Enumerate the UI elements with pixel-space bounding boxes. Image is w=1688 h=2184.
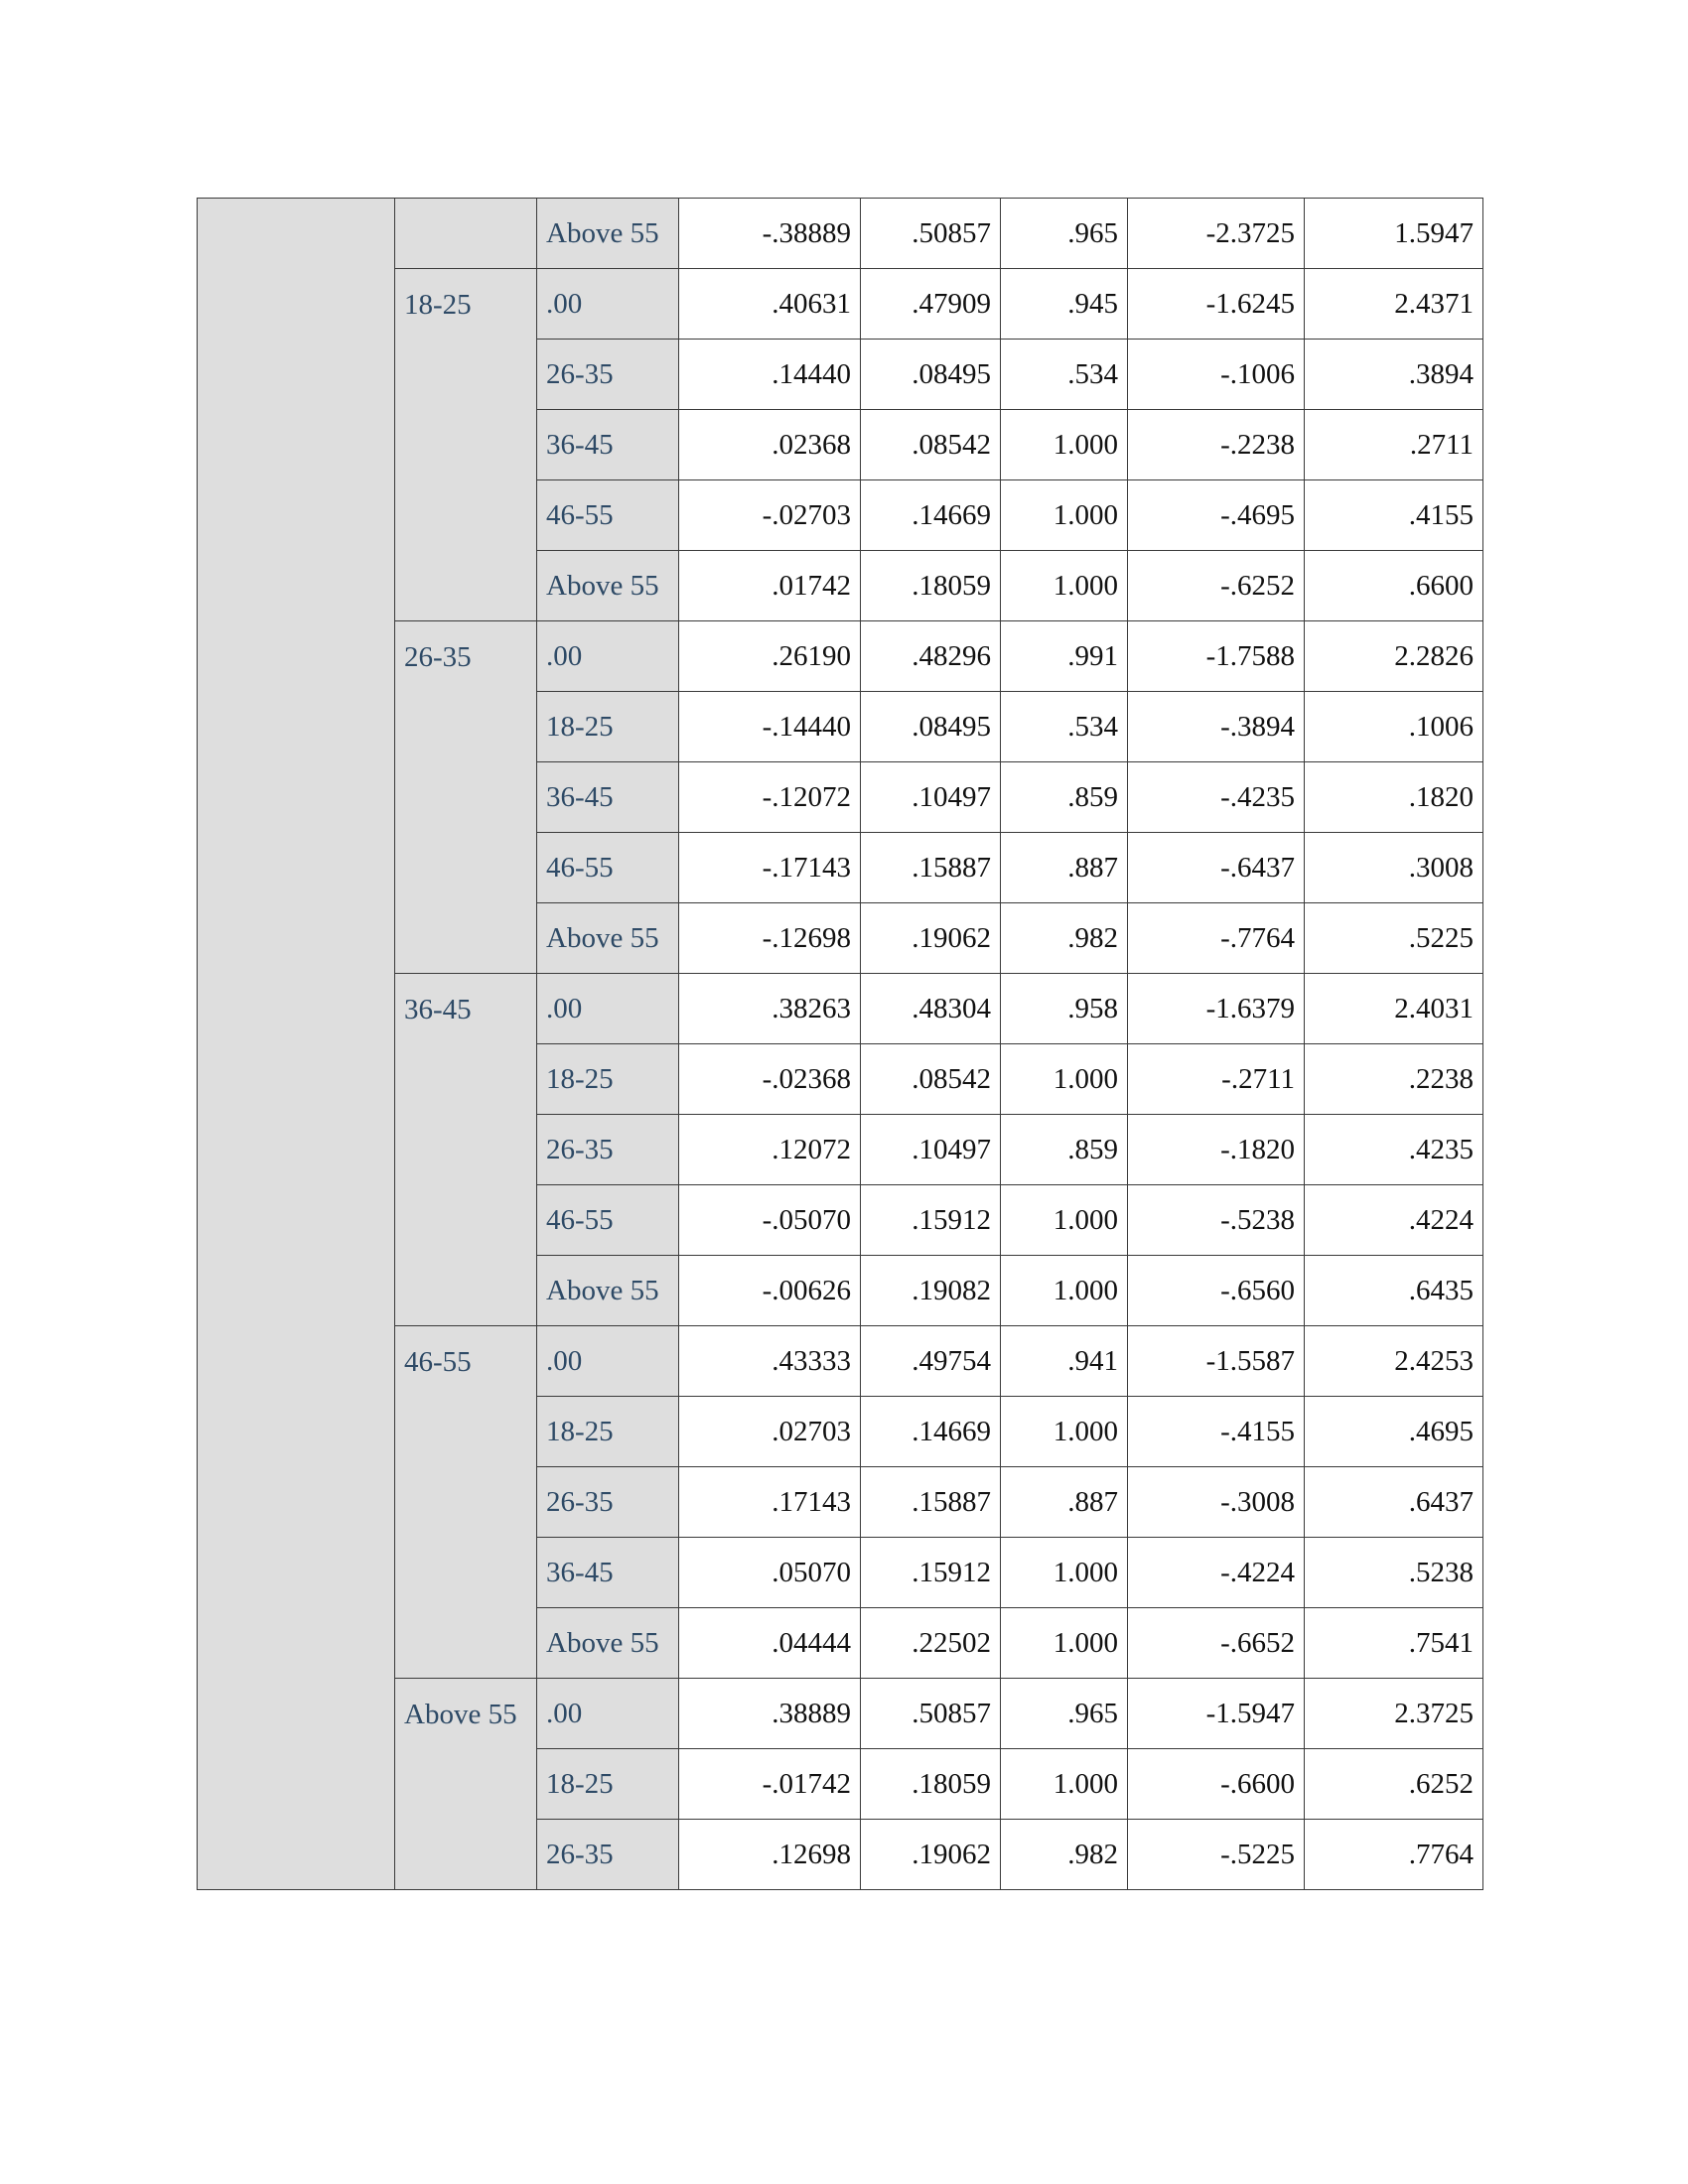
sig-cell: .991 — [1001, 621, 1128, 692]
std-error-cell: .08542 — [861, 1044, 1001, 1115]
std-error-cell: .47909 — [861, 269, 1001, 340]
upper-bound-cell: .6600 — [1305, 551, 1483, 621]
table-body — [198, 199, 1483, 1890]
std-error-cell: .15887 — [861, 833, 1001, 903]
lower-bound-cell: -.6600 — [1128, 1749, 1305, 1820]
lower-bound-cell: -.4224 — [1128, 1538, 1305, 1608]
lower-bound-cell: -.4155 — [1128, 1397, 1305, 1467]
sig-cell: .887 — [1001, 833, 1128, 903]
sig-cell: .859 — [1001, 762, 1128, 833]
group-j-label: 46-55 — [537, 833, 679, 903]
group-j-label: .00 — [537, 1326, 679, 1397]
upper-bound-cell: .7764 — [1305, 1820, 1483, 1890]
sig-cell: 1.000 — [1001, 480, 1128, 551]
group-i-label — [395, 199, 537, 269]
upper-bound-cell: .6435 — [1305, 1256, 1483, 1326]
std-error-cell: .19062 — [861, 903, 1001, 974]
mean-difference-cell: .17143 — [679, 1467, 861, 1538]
mean-difference-cell: .26190 — [679, 621, 861, 692]
group-j-label: Above 55 — [537, 1608, 679, 1679]
std-error-cell: .50857 — [861, 199, 1001, 269]
std-error-cell: .08542 — [861, 410, 1001, 480]
upper-bound-cell: .4695 — [1305, 1397, 1483, 1467]
group-j-label: 18-25 — [537, 1397, 679, 1467]
lower-bound-cell: -.6652 — [1128, 1608, 1305, 1679]
std-error-cell: .15887 — [861, 1467, 1001, 1538]
group-j-label: Above 55 — [537, 903, 679, 974]
group-j-label: 36-45 — [537, 1538, 679, 1608]
upper-bound-cell: 2.2826 — [1305, 621, 1483, 692]
group-j-label: Above 55 — [537, 199, 679, 269]
mean-difference-cell: .12072 — [679, 1115, 861, 1185]
sig-cell: 1.000 — [1001, 1538, 1128, 1608]
mean-difference-cell: .12698 — [679, 1820, 861, 1890]
group-j-label: 36-45 — [537, 410, 679, 480]
group-j-label: .00 — [537, 1679, 679, 1749]
lower-bound-cell: -.2711 — [1128, 1044, 1305, 1115]
std-error-cell: .10497 — [861, 762, 1001, 833]
sig-cell: .534 — [1001, 692, 1128, 762]
lower-bound-cell: -.4235 — [1128, 762, 1305, 833]
lower-bound-cell: -1.6379 — [1128, 974, 1305, 1044]
mean-difference-cell: -.02368 — [679, 1044, 861, 1115]
mean-difference-cell: .05070 — [679, 1538, 861, 1608]
std-error-cell: .10497 — [861, 1115, 1001, 1185]
group-j-label: .00 — [537, 621, 679, 692]
std-error-cell: .18059 — [861, 551, 1001, 621]
upper-bound-cell: 2.3725 — [1305, 1679, 1483, 1749]
sig-cell: .887 — [1001, 1467, 1128, 1538]
mean-difference-cell: -.00626 — [679, 1256, 861, 1326]
lower-bound-cell: -.6437 — [1128, 833, 1305, 903]
dependent-variable-cell — [198, 199, 395, 1890]
multiple-comparisons-table — [197, 198, 1483, 1890]
std-error-cell: .48296 — [861, 621, 1001, 692]
sig-cell: .982 — [1001, 1820, 1128, 1890]
std-error-cell: .50857 — [861, 1679, 1001, 1749]
lower-bound-cell: -1.6245 — [1128, 269, 1305, 340]
lower-bound-cell: -.4695 — [1128, 480, 1305, 551]
group-j-label: 18-25 — [537, 1749, 679, 1820]
group-j-label: 46-55 — [537, 480, 679, 551]
lower-bound-cell: -.2238 — [1128, 410, 1305, 480]
std-error-cell: .14669 — [861, 1397, 1001, 1467]
mean-difference-cell: -.12698 — [679, 903, 861, 974]
mean-difference-cell: -.02703 — [679, 480, 861, 551]
group-j-label: 46-55 — [537, 1185, 679, 1256]
mean-difference-cell: -.38889 — [679, 199, 861, 269]
mean-difference-cell: -.05070 — [679, 1185, 861, 1256]
group-j-label: 36-45 — [537, 762, 679, 833]
mean-difference-cell: -.01742 — [679, 1749, 861, 1820]
upper-bound-cell: .2711 — [1305, 410, 1483, 480]
std-error-cell: .19062 — [861, 1820, 1001, 1890]
group-i-label: 18-25 — [395, 269, 537, 621]
mean-difference-cell: -.14440 — [679, 692, 861, 762]
lower-bound-cell: -.6252 — [1128, 551, 1305, 621]
upper-bound-cell: 2.4031 — [1305, 974, 1483, 1044]
sig-cell: 1.000 — [1001, 1608, 1128, 1679]
mean-difference-cell: .38889 — [679, 1679, 861, 1749]
lower-bound-cell: -1.5587 — [1128, 1326, 1305, 1397]
mean-difference-cell: .01742 — [679, 551, 861, 621]
sig-cell: 1.000 — [1001, 1256, 1128, 1326]
sig-cell: .965 — [1001, 1679, 1128, 1749]
upper-bound-cell: .4235 — [1305, 1115, 1483, 1185]
std-error-cell: .48304 — [861, 974, 1001, 1044]
group-j-label: 26-35 — [537, 1467, 679, 1538]
sig-cell: 1.000 — [1001, 410, 1128, 480]
lower-bound-cell: -2.3725 — [1128, 199, 1305, 269]
upper-bound-cell: .4155 — [1305, 480, 1483, 551]
upper-bound-cell: .3894 — [1305, 340, 1483, 410]
upper-bound-cell: .7541 — [1305, 1608, 1483, 1679]
sig-cell: 1.000 — [1001, 551, 1128, 621]
sig-cell: .941 — [1001, 1326, 1128, 1397]
upper-bound-cell: 2.4253 — [1305, 1326, 1483, 1397]
table-row — [198, 199, 1483, 269]
upper-bound-cell: .6252 — [1305, 1749, 1483, 1820]
group-j-label: Above 55 — [537, 1256, 679, 1326]
std-error-cell: .49754 — [861, 1326, 1001, 1397]
std-error-cell: .08495 — [861, 340, 1001, 410]
std-error-cell: .14669 — [861, 480, 1001, 551]
lower-bound-cell: -.1820 — [1128, 1115, 1305, 1185]
mean-difference-cell: .14440 — [679, 340, 861, 410]
upper-bound-cell: .4224 — [1305, 1185, 1483, 1256]
group-j-label: Above 55 — [537, 551, 679, 621]
upper-bound-cell: .1820 — [1305, 762, 1483, 833]
sig-cell: .982 — [1001, 903, 1128, 974]
mean-difference-cell: .40631 — [679, 269, 861, 340]
sig-cell: .958 — [1001, 974, 1128, 1044]
std-error-cell: .22502 — [861, 1608, 1001, 1679]
group-j-label: 18-25 — [537, 1044, 679, 1115]
sig-cell: .965 — [1001, 199, 1128, 269]
lower-bound-cell: -.7764 — [1128, 903, 1305, 974]
group-j-label: 18-25 — [537, 692, 679, 762]
sig-cell: .534 — [1001, 340, 1128, 410]
upper-bound-cell: .2238 — [1305, 1044, 1483, 1115]
mean-difference-cell: -.12072 — [679, 762, 861, 833]
mean-difference-cell: -.17143 — [679, 833, 861, 903]
sig-cell: .945 — [1001, 269, 1128, 340]
lower-bound-cell: -.3008 — [1128, 1467, 1305, 1538]
upper-bound-cell: .3008 — [1305, 833, 1483, 903]
upper-bound-cell: .6437 — [1305, 1467, 1483, 1538]
group-j-label: 26-35 — [537, 340, 679, 410]
sig-cell: .859 — [1001, 1115, 1128, 1185]
upper-bound-cell: .5238 — [1305, 1538, 1483, 1608]
mean-difference-cell: .43333 — [679, 1326, 861, 1397]
group-j-label: 26-35 — [537, 1820, 679, 1890]
mean-difference-cell: .38263 — [679, 974, 861, 1044]
sig-cell: 1.000 — [1001, 1185, 1128, 1256]
group-j-label: .00 — [537, 269, 679, 340]
group-i-label: 36-45 — [395, 974, 537, 1326]
std-error-cell: .15912 — [861, 1538, 1001, 1608]
lower-bound-cell: -.5238 — [1128, 1185, 1305, 1256]
lower-bound-cell: -.6560 — [1128, 1256, 1305, 1326]
sig-cell: 1.000 — [1001, 1749, 1128, 1820]
mean-difference-cell: .02703 — [679, 1397, 861, 1467]
lower-bound-cell: -.1006 — [1128, 340, 1305, 410]
sig-cell: 1.000 — [1001, 1044, 1128, 1115]
mean-difference-cell: .02368 — [679, 410, 861, 480]
group-i-label: Above 55 — [395, 1679, 537, 1890]
std-error-cell: .15912 — [861, 1185, 1001, 1256]
lower-bound-cell: -.5225 — [1128, 1820, 1305, 1890]
lower-bound-cell: -1.7588 — [1128, 621, 1305, 692]
std-error-cell: .08495 — [861, 692, 1001, 762]
upper-bound-cell: 2.4371 — [1305, 269, 1483, 340]
upper-bound-cell: .5225 — [1305, 903, 1483, 974]
group-i-label: 46-55 — [395, 1326, 537, 1679]
upper-bound-cell: 1.5947 — [1305, 199, 1483, 269]
mean-difference-cell: .04444 — [679, 1608, 861, 1679]
upper-bound-cell: .1006 — [1305, 692, 1483, 762]
std-error-cell: .19082 — [861, 1256, 1001, 1326]
group-i-label: 26-35 — [395, 621, 537, 974]
group-j-label: 26-35 — [537, 1115, 679, 1185]
sig-cell: 1.000 — [1001, 1397, 1128, 1467]
group-j-label: .00 — [537, 974, 679, 1044]
lower-bound-cell: -.3894 — [1128, 692, 1305, 762]
std-error-cell: .18059 — [861, 1749, 1001, 1820]
lower-bound-cell: -1.5947 — [1128, 1679, 1305, 1749]
